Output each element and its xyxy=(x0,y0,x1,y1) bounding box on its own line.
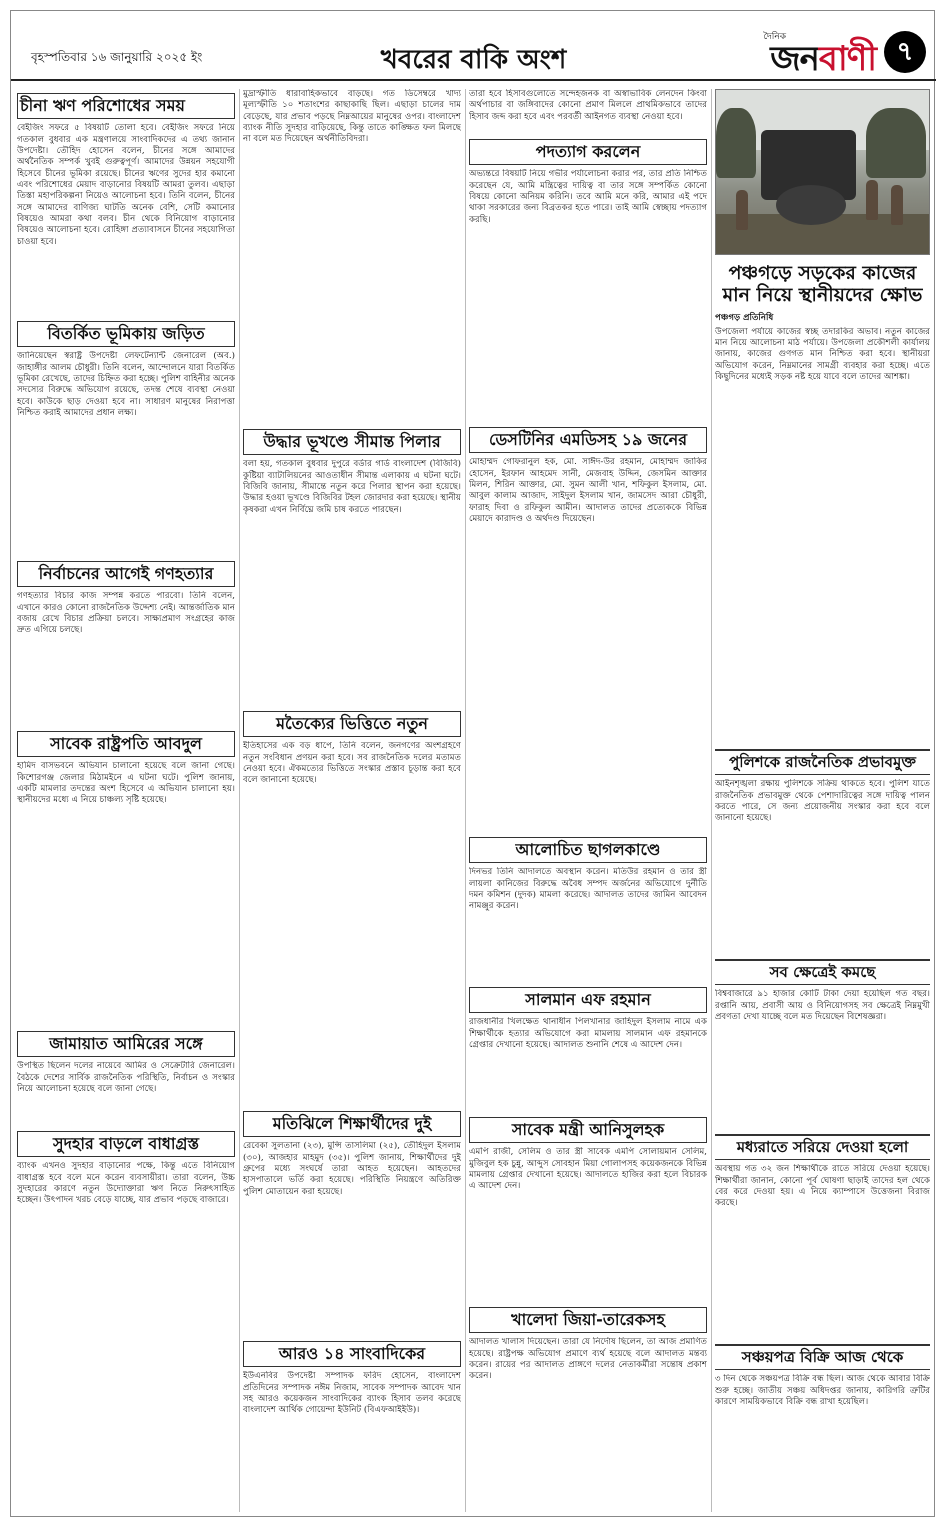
story-body: বলা হয়, গতকাল বুধবার দুপুরে বর্ডার গার্ড বাংলাদেশ (বিজিবি) কুষ্টিয়া ব্যাটালিয়নের আওতাধীন সীমান্ত এলাকায় এ ঘটনা ঘটে। বিজিবি জানায়, সীমান্তে নতুন করে পিলার স্থাপন করা হয়েছে। উদ্ধার হওয়া ভূখণ্ডে বিজিবির টহল জোরদার করা হয়েছে। স্থানীয় কৃষকরা এখন নির্বিঘ্নে জমি চাষ করতে পারছেন। xyxy=(243,459,461,515)
story-china-loan xyxy=(17,89,235,317)
story-genocide-trial xyxy=(17,557,235,727)
story-jamaat-amir xyxy=(17,1027,235,1127)
story-body: এমপি রাজী, সেলিম ও তার স্ত্রী সাবেক এমপি সোলায়মান সেলিম, মুজিবুল হক চুন্নু, আব্দুস সোবহান মিয়া গোলাপসহ কয়েকজনকে বিভিন্ন মামলায় গ্রেপ্তার দেখানো হয়েছে। আদালতে হাজির করা হলে বিচারক এ আদেশ দেন। xyxy=(469,1147,707,1192)
headline: সালমান এফ রহমান xyxy=(469,987,707,1013)
story-controversial-role xyxy=(17,317,235,557)
page-number: ৭ xyxy=(884,31,926,73)
story-journalists xyxy=(243,1337,461,1512)
story-savings-certificate xyxy=(715,1340,930,1490)
column-rule xyxy=(239,89,240,1512)
story-body: রাজধানীর খিলক্ষেত থানাধীন পিলখানার জাহিদুল ইসলাম নামে এক শিক্ষার্থীকে হত্যার অভিযোগে করা মামলায় সালমান এফ রহমানকে গ্রেপ্তার দেখানো হয়েছে। আদালত শুনানি শেষে এ আদেশ দেন। xyxy=(469,1017,707,1051)
logo-part-2: বাণী xyxy=(818,39,876,79)
story-body: গণহত্যার বিচার কাজ সম্পন্ন করতে পারবো। তিনি বলেন, এখানে কারও কোনো রাজনৈতিক উদ্দেশ্য নেই। আন্তর্জাতিক মান বজায় রেখে বিচার প্রক্রিয়া চলবে। সাক্ষ্যপ্রমাণ সংগ্রহের কাজ দ্রুত এগিয়ে চলছে। xyxy=(17,591,235,636)
headline: সাবেক রাষ্ট্রপতি আবদুল xyxy=(17,731,235,757)
story-body: রেবেকা সুলতানা (২৩), মুন্সি তাসলিমা (২৫), তৌহিদুল ইসলাম (৩০), আজহার মাহমুদ (৩৫)। পুলিশ জানায়, শিক্ষার্থীদের দুই গ্রুপের মধ্যে সংঘর্ষে তারা আহত হয়েছেন। আহতদের হাসপাতালে ভর্তি করা হয়েছে। পরিস্থিতি নিয়ন্ত্রণে অতিরিক্ত পুলিশ মোতায়েন করা হয়েছে। xyxy=(243,1141,461,1197)
story-body: আদালত খালাস দিয়েছেন। তারা যে নির্দোষ ছিলেন, তা আজ প্রমাণিত হয়েছে। রাষ্ট্রপক্ষ অভিযোগ প্রমাণে ব্যর্থ হয়েছে বলে আদালত মন্তব্য করেন। রায়ের পর আদালত প্রাঙ্গণে দলের নেতাকর্মীরা সন্তোষ প্রকাশ করেন। xyxy=(469,1337,707,1382)
headline: ডেসটিনির এমডিসহ ১৯ জনের xyxy=(469,427,707,453)
headline: জামায়াত আমিরের সঙ্গে xyxy=(17,1031,235,1057)
headline: নির্বাচনের আগেই গণহত্যার xyxy=(17,561,235,587)
headline: পদত্যাগ করলেন xyxy=(469,139,707,165)
column-3 xyxy=(469,89,707,1512)
story-panchagarh-road xyxy=(715,255,930,745)
story-continued-accounts xyxy=(469,89,707,135)
byline: পঞ্চগড় প্রতিনিধি xyxy=(715,312,774,323)
headline: মতিঝিলে শিক্ষার্থীদের দুই xyxy=(243,1111,461,1137)
story-khaleda-zia xyxy=(469,1303,707,1512)
story-motijheel-students xyxy=(243,1107,461,1337)
road-construction-photo xyxy=(715,89,930,255)
headline: আরও ১৪ সাংবাদিকের xyxy=(243,1341,461,1367)
newspaper-page xyxy=(10,10,935,1517)
photo-drum xyxy=(776,185,846,225)
photo-tree xyxy=(716,108,756,178)
headline: আলোচিত ছাগলকাণ্ডে xyxy=(469,837,707,863)
column-rule xyxy=(711,89,712,1512)
story-body: হামিদ বাসভবনে অভিযান চালানো হয়েছে বলে জানা গেছে। কিশোরগঞ্জ জেলার মিঠামইনে এ ঘটনা ঘটে। পুলিশ জানায়, একটি মামলার তদন্তের অংশ হিসেবে এ অভিযান চালানো হয়। স্থানীয়দের মধ্যে এ নিয়ে চাঞ্চল্য সৃষ্টি হয়েছে। xyxy=(17,761,235,806)
headline: মধ্যরাতে সরিয়ে দেওয়া হলো xyxy=(715,1134,930,1160)
story-body: মুদ্রাস্ফীতি ধারাবাহিকভাবে বাড়ছে। গত ডিসেম্বরে খাদ্য মূল্যস্ফীতি ১০ শতাংশের কাছাকাছি ছিল। এছাড়া চালের দাম বেড়েছে, যার প্রভাব পড়ছে নিম্নআয়ের মানুষের ওপর। বাংলাদেশ ব্যাংক নীতি সুদহার বাড়িয়েছে, কিন্তু তাতে কাঙ্ক্ষিত ফল মিলছে না বলে মত দিয়েছেন অর্থনীতিবিদরা। xyxy=(243,89,461,145)
column-2 xyxy=(243,89,461,1512)
photo-person xyxy=(891,185,903,225)
headline: মতৈক্যের ভিত্তিতে নতুন xyxy=(243,711,461,737)
story-former-president xyxy=(17,727,235,1027)
headline: সাবেক মন্ত্রী আনিসুলহক xyxy=(469,1117,707,1143)
story-body: অভ্যন্তরে বিষয়টি নিয়ে গভীর পর্যালোচনা করার পর, তার প্রতি নিশ্চিত করেছেন যে, আমি মন্ত্রিত্বের দায়িত্ব বা তার সঙ্গে সম্পর্কিত কোনো বিষয়ে কোনো অনিয়ম করিনি। তবে আমি মনে করি, আমার এই পদে থাকা সরকারের জন্য বিব্রতকর হতে পারে। তাই আমি স্বেচ্ছায় পদত্যাগ করছি। xyxy=(469,169,707,225)
story-body: জানিয়েছেন স্বরাষ্ট্র উপদেষ্টা লেফটেন্যান্ট জেনারেল (অব.) জাহাঙ্গীর আলম চৌধুরী। তিনি বলেন, আন্দোলনে যারা বিতর্কিত ভূমিকা রেখেছে, তাদের চিহ্নিত করা হচ্ছে। পুলিশ বাহিনীর অনেক সদস্যের বিরুদ্ধে অভিযোগ রয়েছে, তদন্ত শেষে ব্যবস্থা নেওয়া হবে। কাউকে ছাড় দেওয়া হবে না। সাধারণ মানুষের নিরাপত্তা নিশ্চিত করাই আমাদের প্রধান লক্ষ্য। xyxy=(17,351,235,419)
story-police-reform xyxy=(715,745,930,955)
photo-person xyxy=(866,180,878,220)
story-body: উপজেলা পর্যায়ে কাজের স্বচ্ছ তদারকির অভাব। নতুন কাজের মান নিয়ে আলোচনা মাঠ পর্যায়ে। উপজেলা প্রকৌশলী কার্যালয় জানায়, কাজের গুণগত মান নিশ্চিত করা হবে। স্থানীয়রা অভিযোগ করেন, নিম্নমানের সামগ্রী ব্যবহার করা হচ্ছে। এতে কিছুদিনের মধ্যেই সড়ক নষ্ট হয়ে যাবে বলে তাদের আশঙ্কা। xyxy=(715,326,930,383)
column-1 xyxy=(17,89,235,1512)
story-body: বেইজিং সফরে ৫ বিষয়টি তোলা হবে। বেইজিং সফরে নিয়ে গতকাল বুধবার এক মন্ত্রণালয়ে সাংবাদিকদের এ তথ্য জানান উপদেষ্টা। তৌহিদ হোসেন বলেন, চীনের সঙ্গে আমাদের অর্থনৈতিক সম্পর্ক খুবই গুরুত্বপূর্ণ। আমাদের উন্নয়ন সহযোগী হিসেবে চীনের ভূমিকা রয়েছে। চীনের ঋণের সুদের হার কমানো এবং পরিশোধের মেয়াদ বাড়ানোর বিষয়টি আমরা তুলব। এছাড়া তিস্তা মহাপরিকল্পনা নিয়েও আলোচনা হবে। তিনি বলেন, চীনের সঙ্গে আমাদের বাণিজ্য ঘাটতি অনেক বেশি, সেটি কমানোর বিষয়েও আমরা কথা বলব। চীন থেকে বিনিয়োগ বাড়ানোর বিষয়েও আলোচনা হবে। রোহিঙ্গা প্রত্যাবাসনে চীনের সহযোগিতা চাওয়া হবে। xyxy=(17,123,235,247)
column-4 xyxy=(715,89,930,1512)
headline: সঞ্চয়পত্র বিক্রি আজ থেকে xyxy=(715,1344,930,1370)
logo-part-1: জন xyxy=(770,39,819,79)
story-body: ইউএনবির উপদেষ্টা সম্পাদক ফরিদ হোসেন, বাংলাদেশ প্রতিদিনের সম্পাদক নঈম নিজাম, সাবেক সম্পাদক আবেদ খান সহ আরও কয়েকজন সাংবাদিকের ব্যাংক হিসাব তলব করেছে বাংলাদেশ আর্থিক গোয়েন্দা ইউনিট (বিএফআইইউ)। xyxy=(243,1371,461,1416)
section-title: খবরের বাকি অংশ xyxy=(380,45,567,75)
story-body: উপস্থিত ছিলেন দলের নায়েবে আমির ও সেক্রেটারি জেনারেল। বৈঠকে দেশের সার্বিক রাজনৈতিক পরিস্থিতি, নির্বাচন ও সংস্কার নিয়ে আলোচনা হয়েছে বলে জানা গেছে। xyxy=(17,1061,235,1095)
headline: চীনা ঋণ পরিশোধের সময় xyxy=(17,93,235,119)
masthead xyxy=(11,11,936,81)
story-body: অবস্থায় গত ৩২ জন শিক্ষার্থীকে রাতে সরিয়ে দেওয়া হয়েছে। শিক্ষার্থীরা জানান, কোনো পূর্ব ঘোষণা ছাড়াই তাদের হল থেকে বের করে দেওয়া হয়। এ নিয়ে ক্যাম্পাসে উত্তেজনা বিরাজ করছে। xyxy=(715,1164,930,1209)
story-interest-rate xyxy=(17,1127,235,1507)
story-consensus xyxy=(243,707,461,1107)
headline: সব ক্ষেত্রেই কমছে xyxy=(715,959,930,985)
headline: পুলিশকে রাজনৈতিক প্রভাবমুক্ত xyxy=(715,749,930,775)
column-rule xyxy=(465,89,466,1512)
story-continued-inflation xyxy=(243,89,461,425)
story-body: বিশ্ববাজারে ৯১ হাজার কোটি টাকা দেয়া হয়েছিল গত বছর। রপ্তানি আয়, প্রবাসী আয় ও বিনিয়োগসহ সব ক্ষেত্রেই নিম্নমুখী প্রবণতা দেখা যাচ্ছে বলে মত দিয়েছেন বিশেষজ্ঞরা। xyxy=(715,989,930,1022)
headline: খালেদা জিয়া-তারেকসহ xyxy=(469,1307,707,1333)
story-decline xyxy=(715,955,930,1130)
story-border-pillar xyxy=(243,425,461,707)
newspaper-logo xyxy=(770,33,876,90)
story-body: ৩ দিন থেকে সঞ্চয়পত্র বিক্রি বন্ধ ছিল। আজ থেকে আবার বিক্রি শুরু হচ্ছে। জাতীয় সঞ্চয় অধিদপ্তর জানায়, কারিগরি ত্রুটির কারণে সাময়িকভাবে বিক্রি বন্ধ রাখা হয়েছিল। xyxy=(715,1374,930,1407)
story-resignation xyxy=(469,135,707,423)
headline: বিতর্কিত ভূমিকায় জড়িত xyxy=(17,321,235,347)
headline: উদ্ধার ভূখণ্ডে সীমান্ত পিলার xyxy=(243,429,461,455)
story-anisul-huq xyxy=(469,1113,707,1303)
headline: পঞ্চগড়ে সড়কের কাজের মান নিয়ে স্থানীয়দের ক্ষোভ xyxy=(722,262,923,306)
issue-date: বৃহস্পতিবার ১৬ জানুয়ারি ২০২৫ ইং xyxy=(31,50,203,64)
story-body: আইনশৃঙ্খলা রক্ষায় পুলিশকে সক্রিয় থাকতে হবে। পুলিশ যাতে রাজনৈতিক প্রভাবমুক্ত থেকে পেশাদারিত্বের সঙ্গে দায়িত্ব পালন করতে পারে, সে জন্য প্রয়োজনীয় সংস্কার করা হবে বলে জানানো হয়েছে। xyxy=(715,779,930,824)
story-body: মোহাম্মদ গোফরানুল হক, মো. সাঈদ-উর রহমান, মোহাম্মদ জাকির হোসেন, ইরফান আহমেদ সানী, মেজবাহ উদ্দিন, জেসমিন আক্তার মিলন, শিরিন আক্তার, মো. সুমন আলী খান, শফিকুল ইসলাম, মো. আবুল কালাম আজাদ, সাইদুল ইসলাম খান, জামসেদ আরা চৌধুরী, ফারাহ দিবা ও রফিকুল আমীন। আদালত তাদের প্রত্যেককে বিভিন্ন মেয়াদে কারাদণ্ড ও অর্থদণ্ড দিয়েছেন। xyxy=(469,457,707,525)
story-body: দিনভর তিনি আদালতে অবস্থান করেন। মতিউর রহমান ও তার স্ত্রী লায়লা কানিজের বিরুদ্ধে অবৈধ সম্পদ অর্জনের অভিযোগে দুর্নীতি দমন কমিশন (দুদক) মামলা করেছে। আদালত তাদের জামিন আবেদন নামঞ্জুর করেন। xyxy=(469,867,707,912)
story-body: ইতিহাসের এক বড় ধাপে, তিনি বলেন, জনগণের অংশগ্রহণে নতুন সংবিধান প্রণয়ন করা হবে। সব রাজনৈতিক দলের মতামত নেওয়া হবে। ঐকমত্যের ভিত্তিতে সংস্কার প্রস্তাব চূড়ান্ত করা হবে বলে জানানো হয়েছে। xyxy=(243,741,461,786)
story-midnight-eviction xyxy=(715,1130,930,1340)
logo-prefix: দৈনিক xyxy=(763,32,786,42)
photo-person xyxy=(736,190,748,230)
story-body: ব্যাংক এখনও সুদহার বাড়ানোর পক্ষে, কিন্তু এতে বিনিয়োগ বাধাগ্রস্ত হবে বলে মনে করেন ব্যবসায়ীরা। তারা বলেন, উচ্চ সুদহারের কারণে নতুন উদ্যোক্তারা ঋণ নিতে নিরুৎসাহিত হচ্ছেন। উৎপাদন খরচ বেড়ে যাচ্ছে, যার প্রভাব পড়ছে বাজারে। xyxy=(17,1161,235,1206)
story-destiny-md xyxy=(469,423,707,833)
story-goat-case xyxy=(469,833,707,983)
photo-tree xyxy=(866,108,926,178)
story-body: তারা হবে হিসাবগুলোতে সন্দেহজনক বা অস্বাভাবিক লেনদেন কিংবা অর্থপাচার বা জঙ্গিবাদের কোনো প্রমাণ মিললে প্রাথমিকভাবে তাদের হিসাব জব্দ করা হবে এবং পরবর্তী আইনগত ব্যবস্থা নেওয়া হবে। xyxy=(469,89,707,122)
headline: সুদহার বাড়লে বাধাগ্রস্ত xyxy=(17,1131,235,1157)
story-salman-f-rahman xyxy=(469,983,707,1113)
